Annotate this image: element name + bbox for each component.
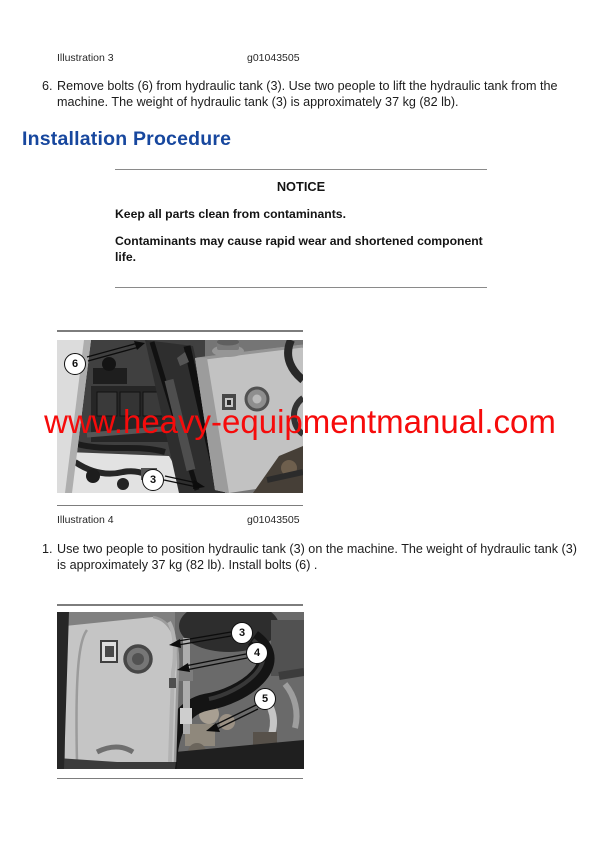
figure-4-bottom-rule — [57, 778, 303, 780]
callout-6-number: 6 — [71, 357, 79, 370]
step-6-text: Remove bolts (6) from hydraulic tank (3). Use two people to lift the hydraulic tank from the machine. The weight of hydraulic tank (3) is approximately 37 kg (82 lb). — [57, 79, 558, 109]
step-6 — [42, 78, 587, 110]
figure-illustration-4 — [57, 604, 303, 779]
illustration-4-code: g01043505 — [247, 514, 300, 526]
callout-bubble-6 — [64, 353, 86, 375]
notice-paragraph-2: Contaminants may cause rapid wear and shortened component life. — [115, 234, 483, 264]
figure-4-top-rule — [57, 604, 303, 606]
step-1 — [42, 541, 587, 573]
callout-3-number: 3 — [238, 626, 246, 639]
step-1-number: 1. — [42, 542, 53, 556]
section-heading: Installation Procedure — [22, 128, 232, 150]
illustration-4-caption — [57, 514, 557, 526]
callout-bubble-5 — [254, 688, 276, 710]
step-6-number: 6. — [42, 79, 53, 93]
callout-bubble-3 — [231, 622, 253, 644]
figure-3-bottom-rule — [57, 505, 303, 507]
step-1-text: Use two people to position hydraulic tank (3) on the machine. The weight of hydraulic tank (3) is approximately 37 kg (82 lb). Install bolts (6) . — [57, 542, 577, 572]
callout-5-number: 5 — [261, 692, 269, 705]
notice-paragraph-1: Keep all parts clean from contaminants. — [115, 207, 346, 221]
callout-4-number: 4 — [253, 646, 261, 659]
illustration-3-label: Illustration 3 — [57, 52, 114, 64]
illustration-4-label: Illustration 4 — [57, 514, 114, 526]
illustration-3-code: g01043505 — [247, 52, 300, 64]
illustration-4-photo — [57, 612, 304, 769]
figure-3-top-rule — [57, 330, 303, 332]
notice-title: NOTICE — [276, 179, 326, 194]
callout-bubble-4 — [246, 642, 268, 664]
illustration-3-caption — [57, 52, 557, 64]
notice-box — [115, 169, 487, 288]
callout-3-number: 3 — [149, 473, 157, 486]
callout-bubble-3 — [142, 469, 164, 491]
watermark-text: www.heavy-equipmentmanual.com — [44, 403, 556, 440]
